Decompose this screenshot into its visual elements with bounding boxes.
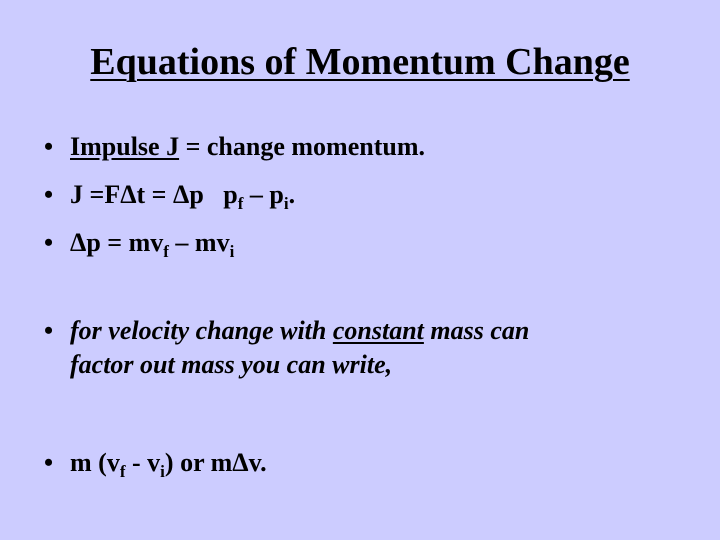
subscript-i: i bbox=[160, 462, 165, 481]
bullet-dot: • bbox=[44, 448, 54, 477]
impulse-term: Impulse J bbox=[70, 132, 180, 161]
bullet-momentum-change-equation bbox=[44, 226, 234, 260]
impulse-definition: = change momentum. bbox=[179, 132, 425, 161]
subscript-i: i bbox=[229, 242, 235, 261]
equation-text: p = mv bbox=[86, 228, 164, 257]
note-text: factor out mass you can write, bbox=[70, 350, 393, 379]
note-text: mass can bbox=[423, 316, 530, 345]
equation-text: ) or m bbox=[164, 448, 233, 477]
bullet-constant-mass-note bbox=[44, 314, 529, 382]
subscript-f: f bbox=[119, 462, 126, 481]
delta-symbol: Δ bbox=[173, 180, 190, 209]
equation-text: t = bbox=[136, 180, 173, 209]
equation-text: . bbox=[288, 180, 296, 209]
slide-title: Equations of Momentum Change bbox=[90, 41, 630, 83]
subscript-i: i bbox=[283, 194, 289, 213]
bullet-dot: • bbox=[44, 228, 54, 257]
equation-text: v. bbox=[248, 448, 267, 477]
bullet-dot: • bbox=[44, 316, 54, 345]
subscript-f: f bbox=[237, 194, 244, 213]
note-text: for velocity change with bbox=[70, 316, 333, 345]
bullet-impulse-equation bbox=[44, 178, 295, 212]
bullet-impulse-definition bbox=[44, 130, 425, 164]
constant-term: constant bbox=[332, 316, 424, 345]
bullet-dot: • bbox=[44, 132, 54, 161]
bullet-mass-times-velocity bbox=[44, 446, 267, 480]
equation-text: p p bbox=[189, 180, 238, 209]
equation-text: - v bbox=[125, 448, 161, 477]
delta-symbol: Δ bbox=[120, 180, 137, 209]
delta-symbol: Δ bbox=[70, 228, 87, 257]
subscript-f: f bbox=[163, 242, 169, 261]
equation-text: – mv bbox=[168, 228, 230, 257]
bullet-dot: • bbox=[44, 180, 54, 209]
equation-text: – p bbox=[243, 180, 284, 209]
delta-symbol: Δ bbox=[232, 448, 249, 477]
equation-text: m (v bbox=[70, 448, 120, 477]
equation-text: J =F bbox=[70, 180, 121, 209]
